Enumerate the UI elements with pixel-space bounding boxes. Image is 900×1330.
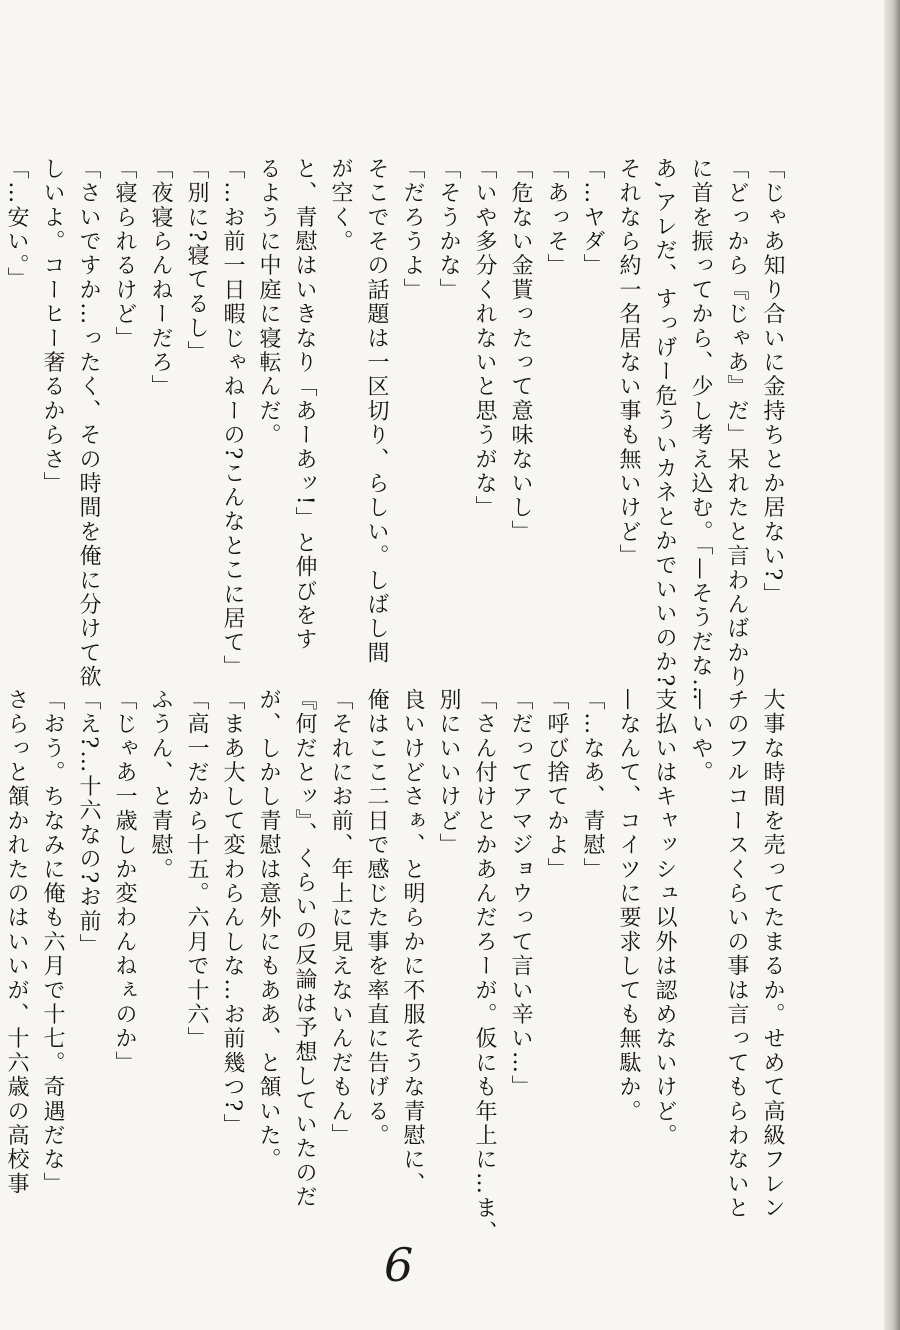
text-line: ふうん、と青慰。 [148,688,173,882]
text-line: 別にいいけど」 [436,688,461,858]
text-line: 「だろうよ」 [400,157,425,303]
text-line: 「どっから『じゃあ』だ」呆れたと言わんばかり [724,157,749,690]
text-line: —いや。 [688,688,713,785]
text-line: 「…安い。」 [4,157,29,292]
text-line: 「だってアマジョウって言い辛い…」 [508,688,533,1100]
text-line: 「…ヤダ」 [580,157,605,278]
text-column-bottom [0,688,790,1245]
text-line: と、青慰はいきなり「あーあッ!」と伸びをす [292,157,317,653]
text-line: 「寝られるけど」 [112,157,137,351]
text-line: それなら約一名居ない事も無いけど」 [616,157,641,569]
text-line: 「さん付けとかあんだろーが。仮にも年上に…ま、 [472,688,497,1245]
text-line: 「じゃあ一歳しか変わんねぇのか」 [112,688,137,1076]
text-line: 「…なあ、青慰」 [580,688,605,882]
text-line: 「それにお前、年上に見えないんだもん」 [328,688,353,1148]
text-line: に首を振ってから、少し考え込む。「—そうだな… [688,157,713,703]
page-edge-shadow [884,0,900,1330]
text-line: 「夜寝らんねーだろ」 [148,157,173,399]
text-line: が空く。 [328,157,353,254]
text-line: 『何だとッ』、くらいの反論は予想していたのだ [292,688,317,1210]
text-line: 「いや多分くれないと思うがな」 [472,157,497,520]
text-line: 「高一だから十五。六月で十六」 [184,688,209,1051]
text-line: 「そうかな」 [436,157,461,303]
text-column-top [0,157,790,703]
text-line: が、しかし青慰は意外にもああ、と頷いた。 [256,688,281,1172]
text-line: 俺はここ二日で感じた事を率直に告げる。 [364,688,389,1148]
text-line: あ,アレだ、すっげー危ういカネとかでいいのか? [652,157,677,689]
text-line: 「まあ大して変わらんしな…お前幾つ?」 [220,688,245,1138]
text-line: 「あっそ」 [544,157,569,278]
text-line: 「おう。ちなみに俺も六月で十七。奇遇だな」 [40,688,65,1197]
text-line: 「別に?寝てるし」 [184,157,209,365]
text-line: 良いけどさぁ、と明らかに不服そうな青慰に、 [400,688,425,1197]
text-line: —なんて、コイツに要求しても無駄か。 [616,688,641,1124]
text-line: 「じゃあ知り合いに金持ちとか居ない?」 [760,157,785,607]
text-line: さらっと頷かれたのはいいが、十六歳の高校事 [4,688,29,1197]
text-line: 「呼び捨てかよ」 [544,688,569,882]
text-line: 「…お前一日暇じゃねーの?こんなとこに居て」 [220,157,245,680]
text-line: チのフルコースくらいの事は言ってもらわないと [724,688,749,1221]
text-line: 「え?…十六なの?お前」 [76,688,101,958]
text-line: 大事な時間を売ってたまるか。せめて高級フレン [760,688,785,1221]
page-number: 6 [384,1238,414,1292]
text-line: るように中庭に寝転んだ。 [256,157,281,448]
text-line: そこでその話題は一区切り、らしい。しばし間 [364,157,389,666]
text-line: 「さいですか…ったく、その時間を俺に分けて欲 [76,157,101,690]
text-line: 「危ない金貰ったって意味ないし」 [508,157,533,545]
text-line: 支払いはキャッシュ以外は認めないけど。 [652,688,677,1148]
text-line: しいよ。コーヒー奢るからさ」 [40,157,65,496]
